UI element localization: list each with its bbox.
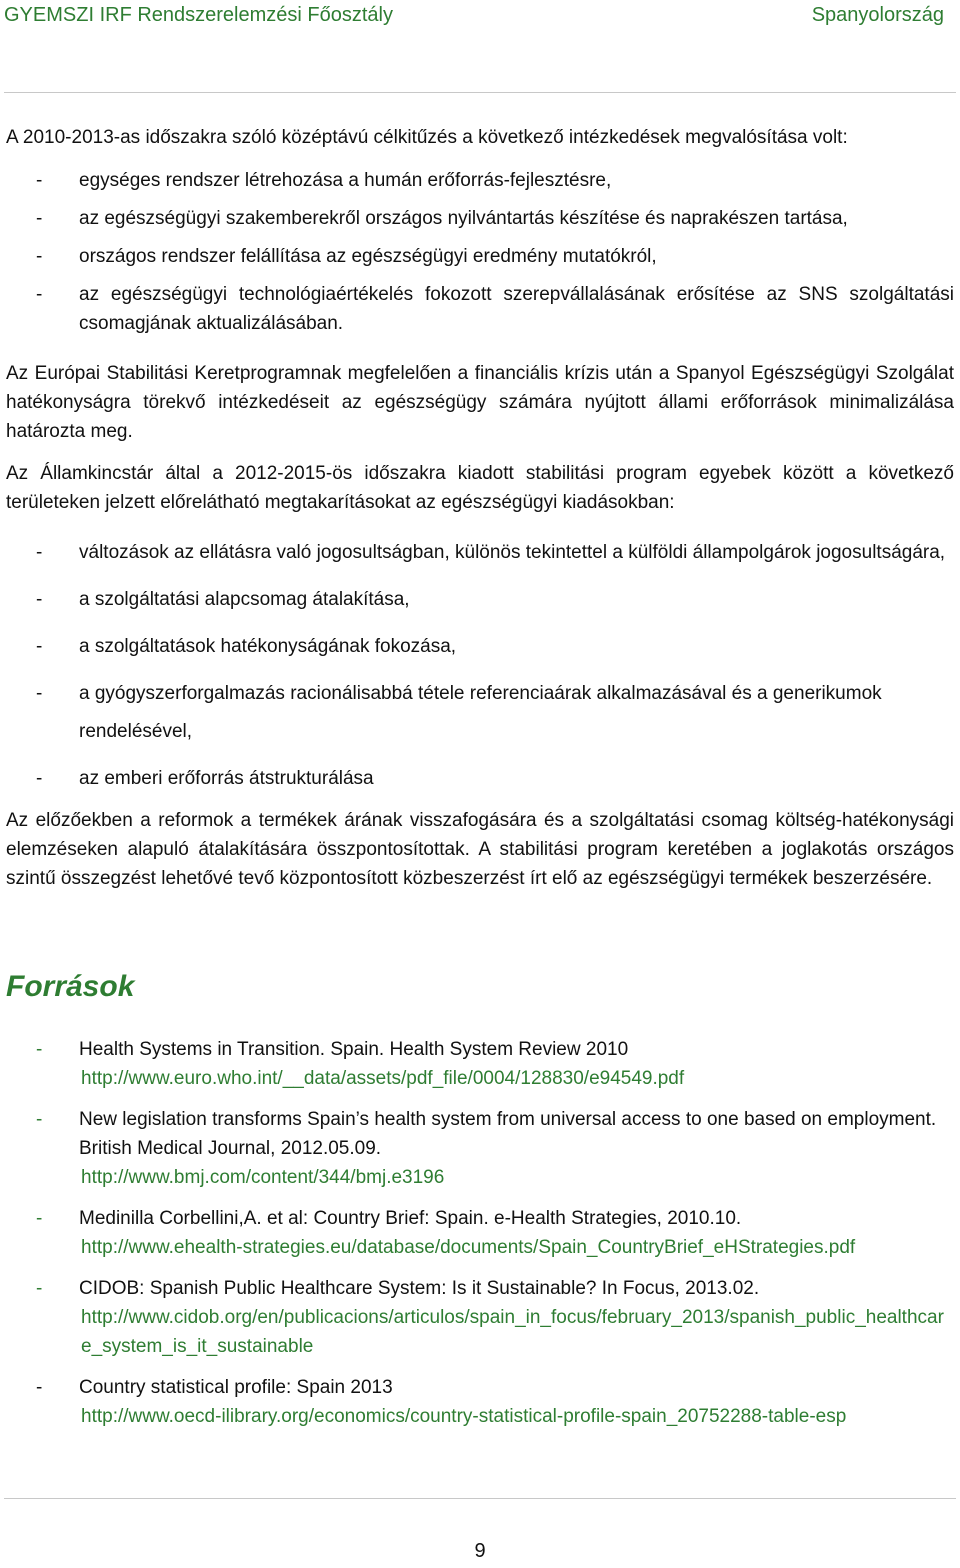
reference-item: [6, 1105, 954, 1192]
stability-paragraph: Az Európai Stabilitási Keretprogramnak megfelelően a financiális krízis után a Spanyol Egészségügyi Szolgálat hatékonyságra törekvő intézkedéseit az egészségügy számára nyújtott állami erőforrások minimalizálása határozta meg.: [6, 363, 954, 442]
reference-item: [6, 1373, 954, 1431]
reference-item: [6, 1035, 954, 1093]
list-item: - az egészségügyi szakemberekről országos nyilvántartás készítése és naprakészen tartása,: [6, 204, 954, 233]
list-dash: -: [36, 636, 43, 657]
list-dash: -: [36, 1377, 43, 1398]
reference-text: New legislation transforms Spain’s health system from universal access to one based on employment. British Medical Journal, 2012.05.09.: [79, 1109, 937, 1159]
reference-text: Health Systems in Transition. Spain. Health System Review 2010: [79, 1039, 629, 1060]
reforms-paragraph: Az előzőekben a reformok a termékek árának visszafogására és a szolgáltatási csomag költség-hatékonysági elemzéseken alapuló átalakítására összpontosítottak. A stabilitási program keretében a joglakotás országos szintű összegzést lehetővé tevő központosított közbeszerzést írt elő az egészségügyi termékek beszerzésére.: [6, 810, 954, 889]
savings-list: [6, 534, 954, 807]
reference-link[interactable]: http://www.cidob.org/en/publicacions/articulos/spain_in_focus/february_2013/spanish_public_healthcare_system_is_it_sustainable: [81, 1307, 944, 1357]
list-dash: -: [36, 1278, 43, 1299]
list-dash: -: [36, 542, 43, 563]
reference-item: [6, 1204, 954, 1262]
reference-link[interactable]: http://www.euro.who.int/__data/assets/pdf_file/0004/128830/e94549.pdf: [81, 1068, 685, 1089]
reference-link[interactable]: http://www.ehealth-strategies.eu/database/documents/Spain_CountryBrief_eHStrategies.pdf: [81, 1237, 856, 1258]
list-dash: -: [36, 768, 43, 789]
page-header: [0, 0, 960, 36]
header-department: GYEMSZI IRF Rendszerelemzési Főosztály: [4, 4, 393, 26]
footer-divider: [4, 1498, 956, 1499]
intro-paragraph: A 2010-2013-as időszakra szóló középtávú célkitűzés a következő intézkedések megvalósítása volt:: [6, 127, 848, 148]
list-dash: -: [36, 1208, 43, 1229]
list-item: - a szolgáltatási alapcsomag átalakítása,: [6, 581, 954, 619]
list-item: - egységes rendszer létrehozása a humán erőforrás-fejlesztésre,: [6, 166, 954, 195]
list-dash: -: [36, 589, 43, 610]
objectives-list: [6, 166, 954, 347]
treasury-paragraph: Az Államkincstár által a 2012-2015-ös időszakra kiadott stabilitási program egyebek között a következő területeken jelzett előrelátható megtakarításokat az egészségügyi kiadásokban:: [6, 463, 954, 513]
list-dash: -: [36, 1039, 43, 1060]
header-country: Spanyolország: [811, 4, 944, 26]
list-dash: -: [36, 246, 43, 267]
list-dash: -: [36, 1109, 43, 1130]
reference-link[interactable]: http://www.oecd-ilibrary.org/economics/country-statistical-profile-spain_20752288-table-esp: [81, 1406, 847, 1427]
reference-text: CIDOB: Spanish Public Healthcare System: Is it Sustainable? In Focus, 2013.02.: [79, 1278, 760, 1299]
reference-text: Medinilla Corbellini,A. et al: Country Brief: Spain. e-Health Strategies, 2010.10.: [79, 1208, 742, 1229]
list-dash: -: [36, 284, 43, 305]
reference-link[interactable]: http://www.bmj.com/content/344/bmj.e3196: [81, 1167, 445, 1188]
list-dash: -: [36, 208, 43, 229]
references-list: [6, 1035, 954, 1443]
reference-item: [6, 1274, 954, 1361]
list-item: - a szolgáltatások hatékonyságának fokozása,: [6, 628, 954, 666]
list-dash: -: [36, 683, 43, 704]
list-dash: -: [36, 170, 43, 191]
list-item: - a gyógyszerforgalmazás racionálisabbá tétele referenciaárak alkalmazásával és a generikumok rendelésével,: [6, 675, 954, 751]
list-item: - országos rendszer felállítása az egészségügyi eredmény mutatókról,: [6, 242, 954, 271]
list-item: - az egészségügyi technológiaértékelés fokozott szerepvállalásának erősítése az SNS szolgáltatási csomagjának aktualizálásában.: [6, 280, 954, 338]
reference-text: Country statistical profile: Spain 2013: [79, 1377, 393, 1398]
page-number: 9: [474, 1540, 486, 1562]
list-item: - változások az ellátásra való jogosultságban, különös tekintettel a külföldi állampolgárok jogosultságára,: [6, 534, 954, 572]
list-item: - az emberi erőforrás átstrukturálása: [6, 760, 954, 798]
sources-heading: Források: [6, 970, 135, 1003]
header-divider: [4, 92, 956, 93]
